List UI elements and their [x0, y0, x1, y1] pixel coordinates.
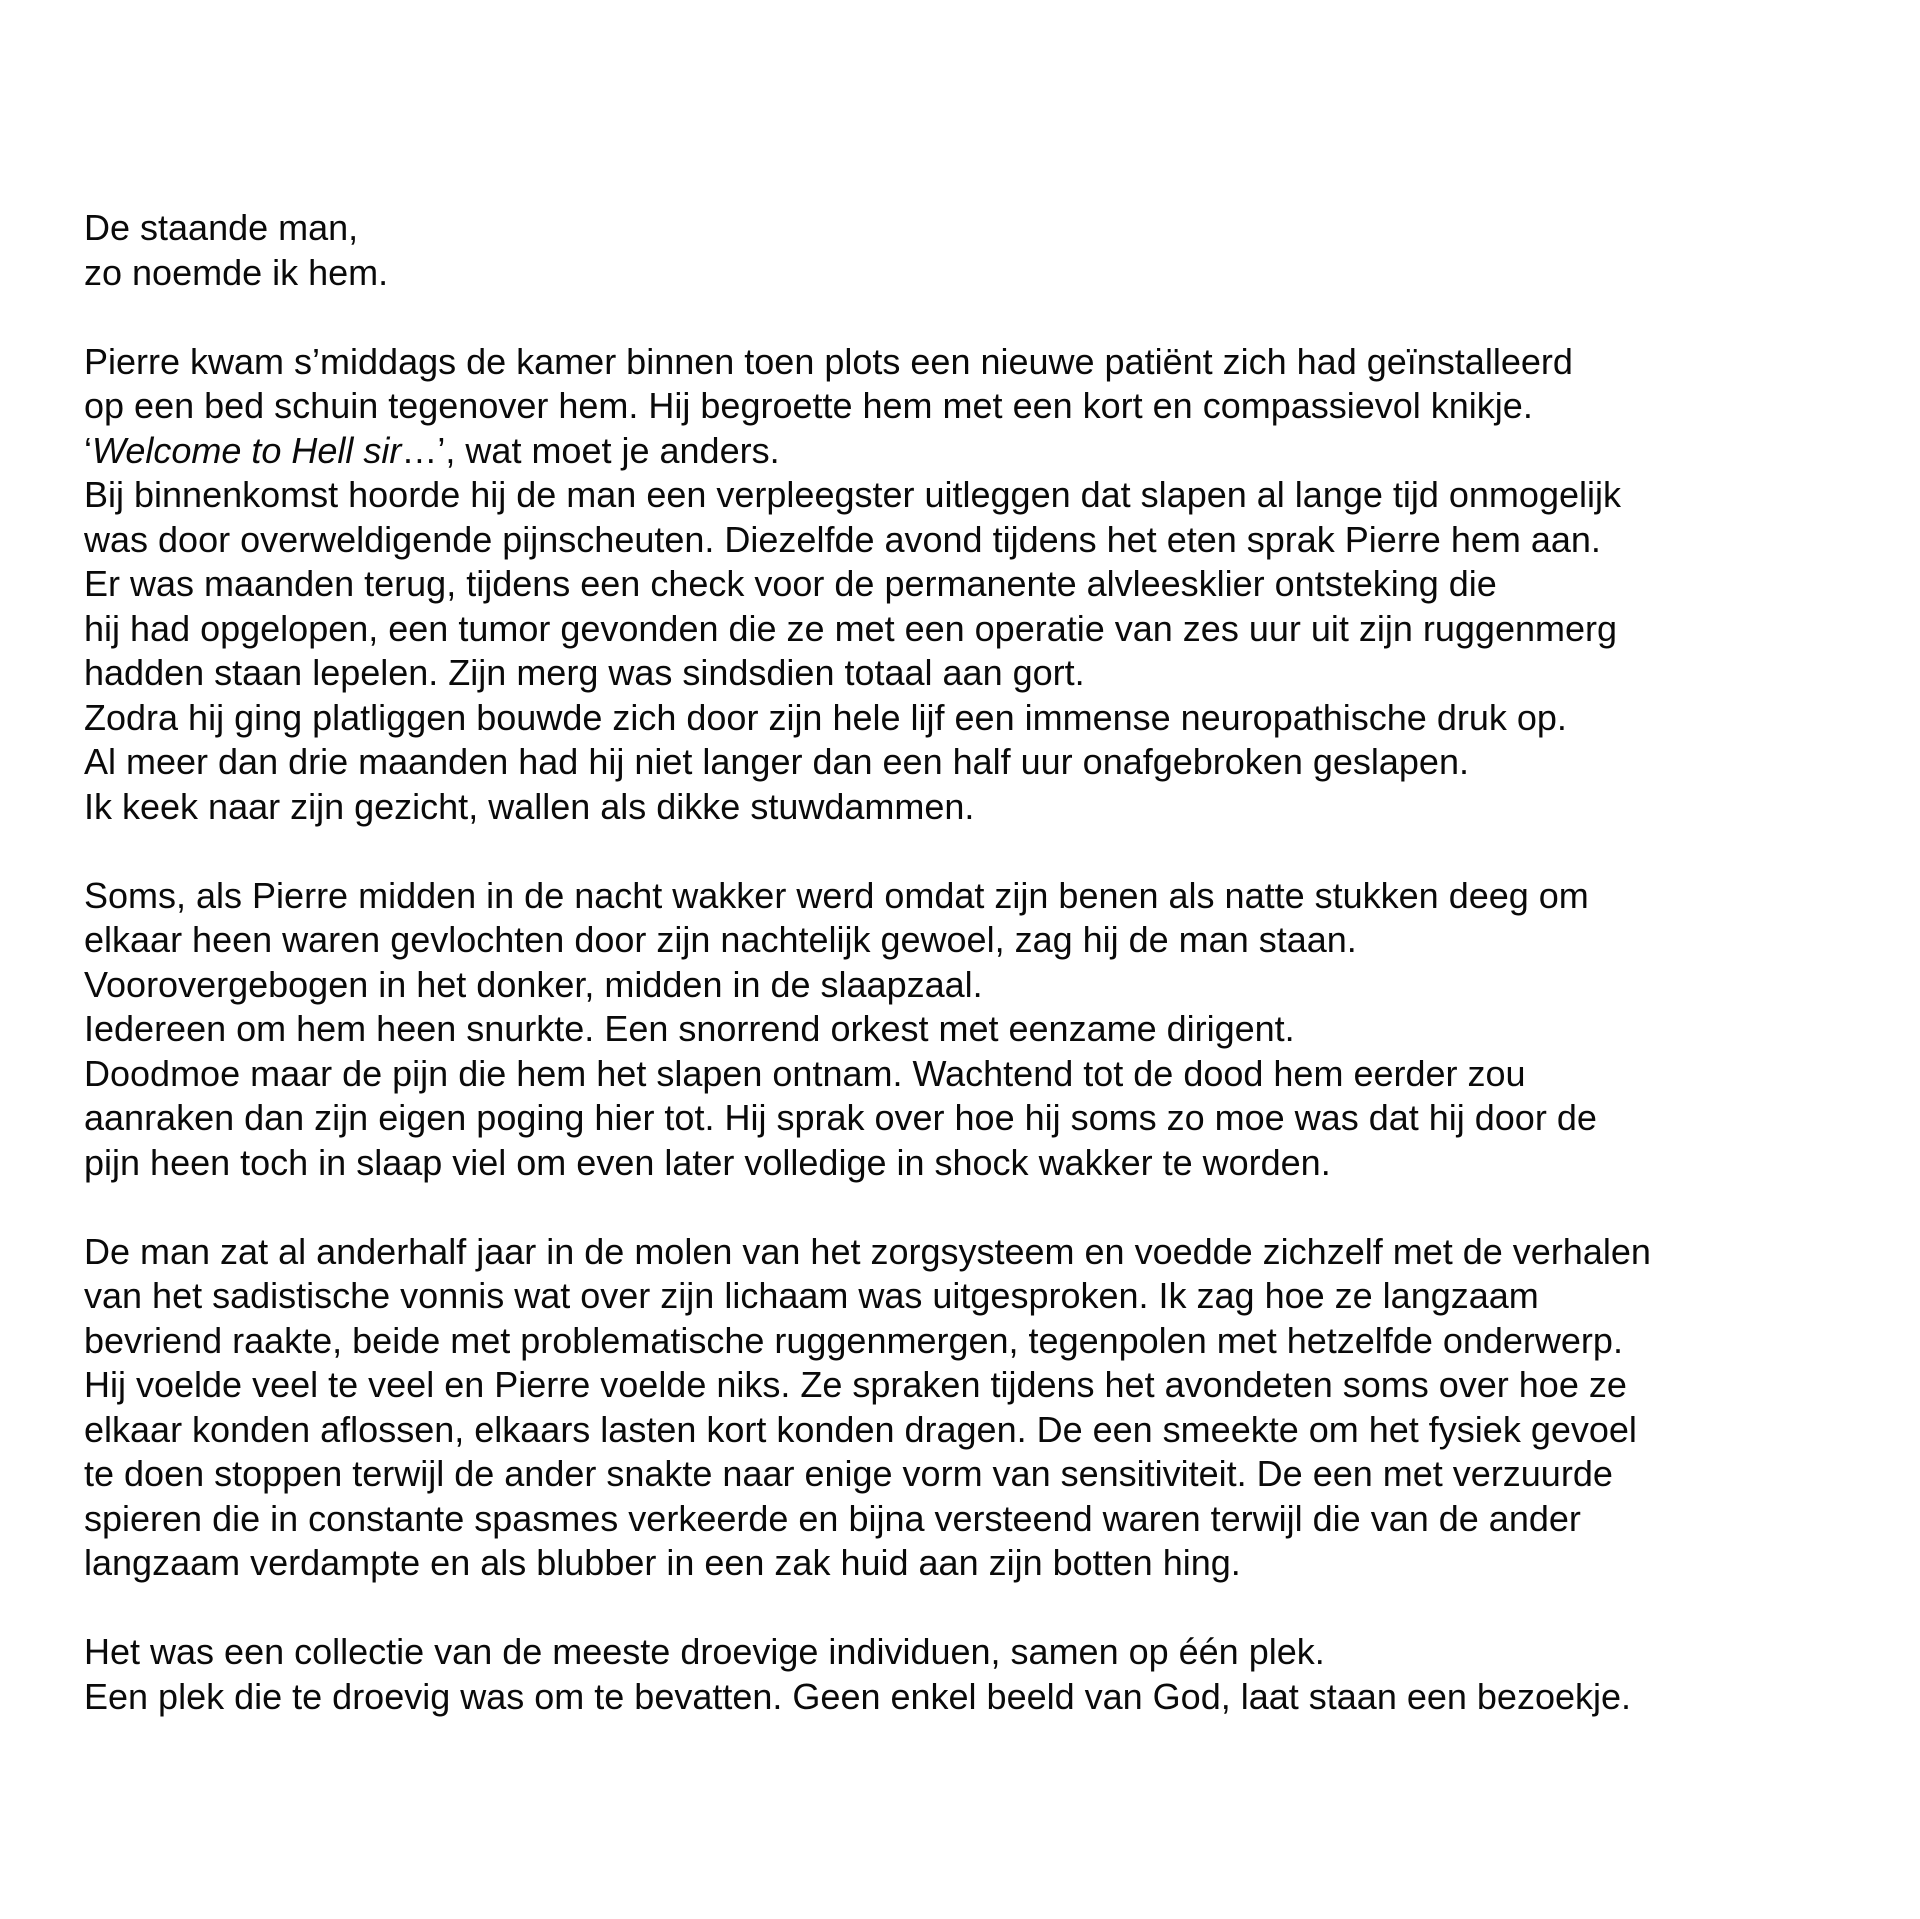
text-line: Zodra hij ging platliggen bouwde zich door zijn hele lijf een immense neuropathische druk op.: [84, 696, 1567, 738]
text-line: Het was een collectie van de meeste droevige individuen, samen op één plek.: [84, 1631, 1325, 1672]
text-line: Pierre kwam s’middags de kamer binnen toen plots een nieuwe patiënt zich had geïnstalleerd: [84, 340, 1573, 382]
paragraph-5: [84, 1630, 1884, 1719]
paragraph-2: [84, 340, 1884, 830]
text-line: zo noemde ik hem.: [84, 251, 389, 293]
text-line: aanraken dan zijn eigen poging hier tot. Hij sprak over hoe hij soms zo moe was dat hij door de: [84, 1097, 1597, 1138]
paragraph-gap: [84, 1586, 1884, 1631]
quote-rest: …’, wat moet je anders.: [401, 429, 780, 471]
text-line: bevriend raakte, beide met problematische ruggenmergen, tegenpolen met hetzelfde onderwerp.: [84, 1319, 1623, 1361]
open-quote: ‘: [84, 429, 92, 471]
paragraph-gap: [84, 829, 1884, 874]
text-line: pijn heen toch in slaap viel om even later volledige in shock wakker te worden.: [84, 1141, 1331, 1183]
paragraph-gap: [84, 1185, 1884, 1230]
paragraph-gap: [84, 295, 1884, 340]
text-line: Iedereen om hem heen snurkte. Een snorrend orkest met eenzame dirigent.: [84, 1008, 1295, 1049]
text-line: te doen stoppen terwijl de ander snakte naar enige vorm van sensitiviteit. De een met verzuurde: [84, 1453, 1613, 1494]
text-line: De staande man,: [84, 207, 359, 248]
document-body: [84, 206, 1884, 1719]
italic-quote: Welcome to Hell sir: [92, 429, 402, 471]
text-line: Ik keek naar zijn gezicht, wallen als dikke stuwdammen.: [84, 785, 975, 827]
text-line: op een bed schuin tegenover hem. Hij begroette hem met een kort en compassievol knikje.: [84, 385, 1533, 426]
text-line: Er was maanden terug, tijdens een check voor de permanente alvleesklier ontsteking die: [84, 563, 1497, 604]
text-line: van het sadistische vonnis wat over zijn lichaam was uitgesproken. Ik zag hoe ze langzaam: [84, 1275, 1539, 1316]
text-line: Doodmoe maar de pijn die hem het slapen ontnam. Wachtend tot de dood hem eerder zou: [84, 1052, 1526, 1094]
text-line: hadden staan lepelen. Zijn merg was sindsdien totaal aan gort.: [84, 652, 1085, 693]
text-line: Soms, als Pierre midden in de nacht wakker werd omdat zijn benen als natte stukken deeg om: [84, 874, 1589, 916]
text-line: hij had opgelopen, een tumor gevonden die ze met een operatie van zes uur uit zijn ruggenmerg: [84, 607, 1618, 649]
text-line: elkaar konden aflossen, elkaars lasten kort konden dragen. De een smeekte om het fysiek gevoel: [84, 1408, 1637, 1450]
quote-line: [84, 429, 1884, 474]
paragraph-1: [84, 206, 1884, 295]
paragraph-3: [84, 874, 1884, 1186]
text-line: was door overweldigende pijnscheuten. Diezelfde avond tijdens het eten sprak Pierre hem aan.: [84, 518, 1601, 560]
text-line: Een plek die te droevig was om te bevatten. Geen enkel beeld van God, laat staan een bezoekje.: [84, 1675, 1632, 1717]
text-line: Voorovergebogen in het donker, midden in de slaapzaal.: [84, 963, 983, 1005]
text-line: De man zat al anderhalf jaar in de molen van het zorgsysteem en voedde zichzelf met de verhalen: [84, 1230, 1651, 1272]
paragraph-4: [84, 1230, 1884, 1586]
text-line: elkaar heen waren gevlochten door zijn nachtelijk gewoel, zag hij de man staan.: [84, 919, 1357, 960]
text-line: spieren die in constante spasmes verkeerde en bijna versteend waren terwijl die van de ander: [84, 1497, 1581, 1539]
text-line: Hij voelde veel te veel en Pierre voelde niks. Ze spraken tijdens het avondeten soms over hoe ze: [84, 1364, 1627, 1405]
text-line: Al meer dan drie maanden had hij niet langer dan een half uur onafgebroken geslapen.: [84, 741, 1469, 782]
text-line: Bij binnenkomst hoorde hij de man een verpleegster uitleggen dat slapen al lange tijd onmogelijk: [84, 474, 1621, 515]
text-line: langzaam verdampte en als blubber in een zak huid aan zijn botten hing.: [84, 1542, 1241, 1583]
